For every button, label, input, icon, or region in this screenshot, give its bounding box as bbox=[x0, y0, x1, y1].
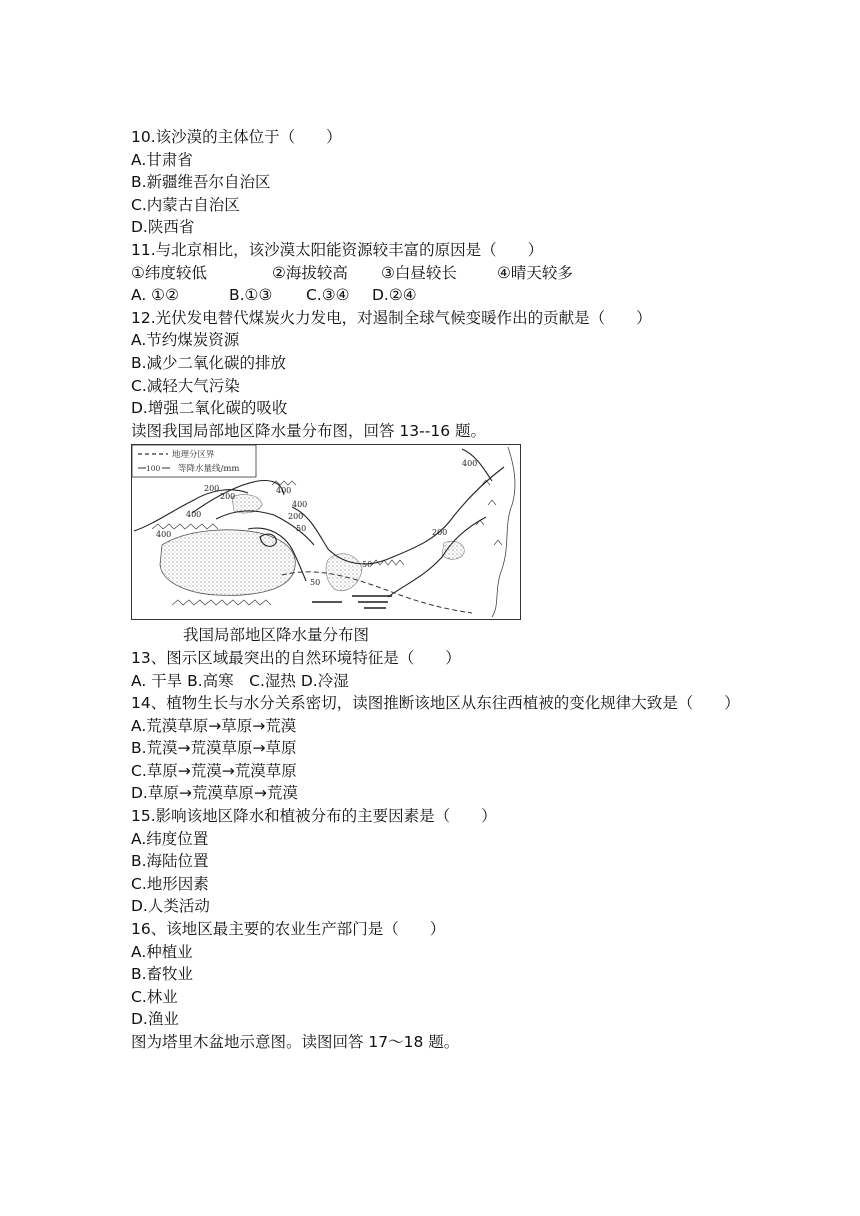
precipitation-map bbox=[131, 444, 521, 620]
q11-options bbox=[131, 284, 751, 307]
q14-option-a: A.荒漠草原→草原→荒漠 bbox=[131, 716, 297, 735]
isoline-label: 50 bbox=[296, 524, 307, 534]
q10-option-c: C.内蒙古自治区 bbox=[131, 195, 240, 214]
q13-stem: 13、图示区域最突出的自然环境特征是（ ） bbox=[131, 648, 461, 667]
isoline-label: 400 bbox=[276, 486, 292, 496]
q11-option-b: B.①③ bbox=[229, 286, 273, 305]
q11-stem: 11.与北京相比，该沙漠太阳能资源较丰富的原因是（ ） bbox=[131, 240, 544, 259]
q12-option-c: C.减轻大气污染 bbox=[131, 376, 240, 395]
q11-factor-2: ②海拔较高 bbox=[272, 263, 348, 282]
q16-stem: 16、该地区最主要的农业生产部门是（ ） bbox=[131, 920, 446, 939]
q10-option-b: B.新疆维吾尔自治区 bbox=[131, 173, 271, 192]
intro-17-18: 图为塔里木盆地示意图。读图回答 17～18 题。 bbox=[131, 1033, 460, 1051]
legend-isoline-label: 等降水量线/mm bbox=[178, 464, 240, 475]
q14-option-c: C.草原→荒漠→荒漠草原 bbox=[131, 761, 297, 780]
q10-option-d: D.陕西省 bbox=[131, 218, 195, 237]
q11-factors bbox=[131, 262, 751, 285]
q16-option-b: B.畜牧业 bbox=[131, 965, 194, 984]
q11-option-c: C.③④ bbox=[306, 286, 350, 305]
q11-option-d: D.②④ bbox=[372, 286, 417, 305]
legend-isoline-value: 100 bbox=[146, 464, 161, 474]
east-boundary bbox=[492, 447, 515, 617]
q14-stem: 14、植物生长与水分关系密切，读图推断该地区从东往西植被的变化规律大致是（ ） bbox=[131, 694, 740, 713]
isoline-label: 400 bbox=[186, 510, 202, 520]
legend-boundary-label: 地理分区界 bbox=[172, 450, 215, 461]
intro-13-16: 读图我国局部地区降水量分布图，回答 13--16 题。 bbox=[131, 421, 486, 440]
q15-stem: 15.影响该地区降水和植被分布的主要因素是（ ） bbox=[131, 807, 497, 826]
isoline-label: 400 bbox=[156, 530, 172, 540]
q15-option-d: D.人类活动 bbox=[131, 897, 210, 916]
q11-factor-3: ③白昼较长 bbox=[381, 263, 457, 282]
q16-option-a: A.种植业 bbox=[131, 942, 193, 961]
q12-option-a: A.节约煤炭资源 bbox=[131, 331, 240, 350]
q16-option-d: D.渔业 bbox=[131, 1010, 179, 1029]
q10-option-a: A.甘肃省 bbox=[131, 150, 193, 169]
q11-factor-1: ①纬度较低 bbox=[131, 263, 207, 282]
isoline-label: 200 bbox=[220, 492, 236, 502]
isoline-label: 50 bbox=[310, 578, 321, 588]
q14-option-b: B.荒漠→荒漠草原→草原 bbox=[131, 739, 297, 758]
q15-option-a: A.纬度位置 bbox=[131, 829, 209, 848]
junggar-desert bbox=[232, 495, 262, 513]
precipitation-map-svg bbox=[132, 445, 520, 619]
q14-option-d: D.草原→荒漠草原→荒漠 bbox=[131, 784, 298, 803]
isoline-label: 200 bbox=[288, 512, 304, 522]
q13-options: A. 干旱 B.高寒 C.湿热 D.冷湿 bbox=[131, 671, 349, 690]
q12-option-d: D.增强二氧化碳的吸收 bbox=[131, 399, 288, 418]
q12-option-b: B.减少二氧化碳的排放 bbox=[131, 353, 287, 372]
horqin-desert bbox=[442, 542, 464, 560]
q15-option-c: C.地形因素 bbox=[131, 874, 209, 893]
map-caption: 我国局部地区降水量分布图 bbox=[183, 626, 370, 645]
question-content bbox=[131, 126, 751, 1054]
isoline-label: 200 bbox=[432, 528, 448, 538]
isoline-label: 400 bbox=[292, 500, 308, 510]
q10-stem: 10.该沙漠的主体位于（ ） bbox=[131, 128, 342, 146]
q16-option-c: C.林业 bbox=[131, 987, 178, 1006]
map-legend bbox=[132, 445, 256, 477]
isoline-label: 200 bbox=[204, 484, 220, 494]
q15-option-b: B.海陆位置 bbox=[131, 852, 209, 871]
isoline-label: 400 bbox=[462, 459, 478, 469]
isoline-label: 50 bbox=[362, 560, 373, 570]
q11-factor-4: ④晴天较多 bbox=[497, 263, 573, 282]
q12-stem: 12.光伏发电替代煤炭火力发电，对遏制全球气候变暖作出的贡献是（ ） bbox=[131, 308, 652, 327]
mountain-hatching bbox=[312, 595, 392, 609]
tarim-desert bbox=[160, 530, 295, 595]
q11-option-a: A. ①② bbox=[131, 286, 179, 305]
